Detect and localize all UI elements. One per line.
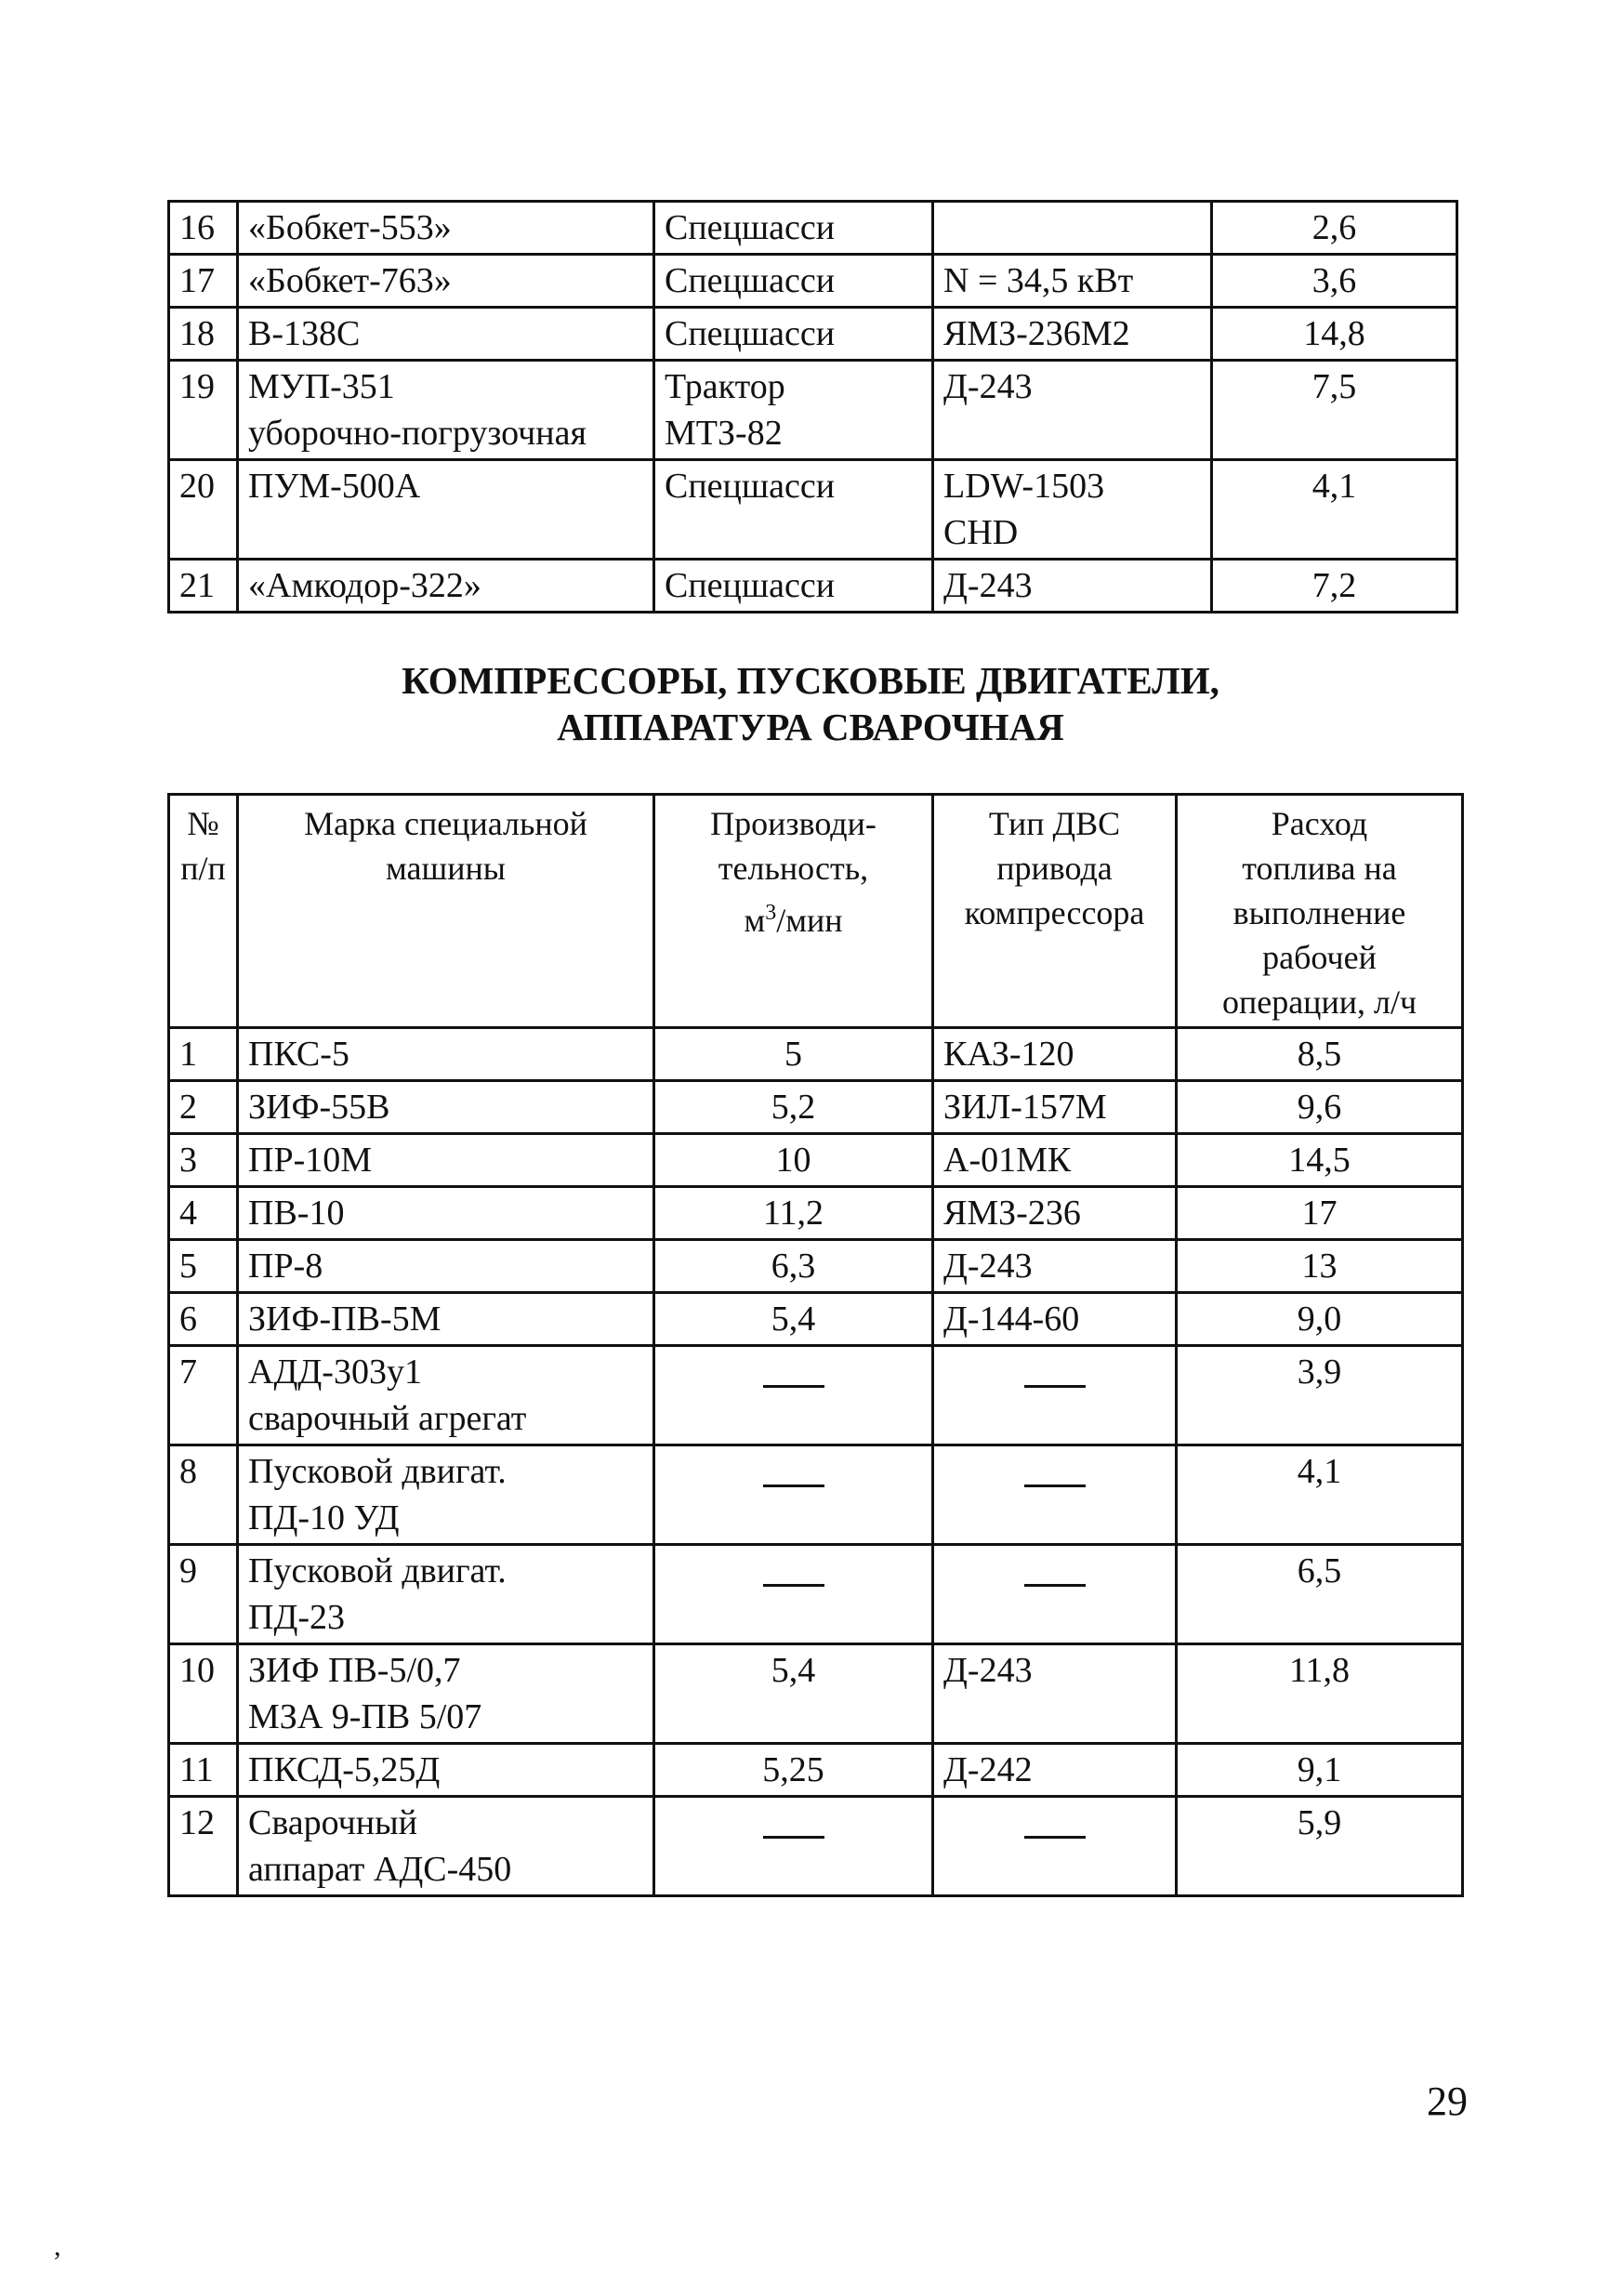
engine-dash (933, 1346, 1177, 1445)
machine-name-line2: аппарат АДС-450 (248, 1850, 512, 1889)
header-engine-line2: привода (996, 850, 1113, 887)
engine-dash (933, 1545, 1177, 1644)
page-number: 29 (1427, 2078, 1468, 2124)
table-row (169, 460, 1457, 560)
machine-name (238, 1644, 654, 1744)
row-number: 2 (169, 1081, 238, 1134)
stray-mark: , (54, 2231, 61, 2262)
fuel-consumption: 17 (1177, 1187, 1463, 1240)
table-row (169, 1293, 1463, 1346)
capacity: 10 (654, 1134, 933, 1187)
machine-name: ПКСД-5,25Д (238, 1744, 654, 1797)
fuel-consumption: 9,0 (1177, 1293, 1463, 1346)
fuel-consumption: 14,5 (1177, 1134, 1463, 1187)
machine-name: ЗИФ-55В (238, 1081, 654, 1134)
machine-name-line1: ЗИФ ПВ-5/0,7 (248, 1651, 461, 1690)
machine-name-line2: ПД-23 (248, 1598, 346, 1637)
header-engine-line1: Тип ДВС (988, 805, 1121, 842)
engine-type: Д-243 (933, 560, 1212, 613)
capacity-dash (654, 1545, 933, 1644)
dash-mark (763, 1385, 824, 1388)
machine-name (238, 361, 654, 460)
dash-mark (1024, 1836, 1086, 1839)
machine-name: ПУМ-500А (238, 460, 654, 560)
machine-name: ПР-8 (238, 1240, 654, 1293)
fuel-consumption: 3,9 (1177, 1346, 1463, 1445)
machine-name-line2: МЗА 9-ПВ 5/07 (248, 1697, 482, 1736)
header-engine (933, 795, 1177, 1028)
row-number: 16 (169, 202, 238, 255)
fuel-consumption: 5,9 (1177, 1797, 1463, 1896)
row-number: 1 (169, 1028, 238, 1081)
fuel-consumption: 9,6 (1177, 1081, 1463, 1134)
machine-name: «Бобкет-763» (238, 255, 654, 308)
table-row (169, 1240, 1463, 1293)
engine-line1: LDW-1503 (943, 467, 1105, 506)
table-row (169, 1797, 1463, 1896)
table-row (169, 560, 1457, 613)
machine-name (238, 1797, 654, 1896)
engine-type: N = 34,5 кВт (933, 255, 1212, 308)
table-row (169, 1028, 1463, 1081)
capacity-dash (654, 1346, 933, 1445)
table-row (169, 1545, 1463, 1644)
base-chassis (654, 361, 933, 460)
row-number: 3 (169, 1134, 238, 1187)
header-engine-line3: компрессора (964, 894, 1145, 931)
engine-type: Д-243 (933, 361, 1212, 460)
row-number: 17 (169, 255, 238, 308)
header-brand-line1: Марка специальной (304, 805, 587, 842)
fuel-consumption: 14,8 (1212, 308, 1457, 361)
table-row (169, 1134, 1463, 1187)
dash-mark (763, 1484, 824, 1487)
engine-type: Д-243 (933, 1240, 1177, 1293)
capacity: 5,4 (654, 1293, 933, 1346)
table-row (169, 255, 1457, 308)
section-title-line1: КОМПРЕССОРЫ, ПУСКОВЫЕ ДВИГАТЕЛИ, (402, 659, 1219, 702)
header-fuel-line4: рабочей (1262, 939, 1377, 976)
engine-type: ЗИЛ-157М (933, 1081, 1177, 1134)
table-row (169, 1187, 1463, 1240)
table-row (169, 202, 1457, 255)
machine-name-line1: Пусковой двигат. (248, 1452, 507, 1491)
fuel-consumption: 9,1 (1177, 1744, 1463, 1797)
engine-type: ЯМЗ-236М2 (933, 308, 1212, 361)
machine-name (238, 1445, 654, 1545)
engine-type (933, 202, 1212, 255)
engine-type (933, 460, 1212, 560)
machine-name-line2: уборочно-погрузочная (248, 414, 586, 453)
header-fuel-line5: операции, л/ч (1221, 983, 1417, 1021)
machine-name: «Бобкет-553» (238, 202, 654, 255)
machine-name-line2: ПД-10 УД (248, 1498, 400, 1537)
table-row (169, 361, 1457, 460)
header-capacity-unit: $м^3$/мин (744, 901, 843, 939)
row-number: 5 (169, 1240, 238, 1293)
row-number: 9 (169, 1545, 238, 1644)
engine-dash (933, 1797, 1177, 1896)
capacity: 5 (654, 1028, 933, 1081)
header-fuel (1177, 795, 1463, 1028)
base-chassis: Спецшасси (654, 560, 933, 613)
machine-name: ПР-10М (238, 1134, 654, 1187)
engine-dash (933, 1445, 1177, 1545)
fuel-consumption: 7,2 (1212, 560, 1457, 613)
machine-name: ПВ-10 (238, 1187, 654, 1240)
dash-mark (1024, 1484, 1086, 1487)
row-number: 21 (169, 560, 238, 613)
engine-type: КАЗ-120 (933, 1028, 1177, 1081)
machine-name: B-138C (238, 308, 654, 361)
machine-name (238, 1545, 654, 1644)
fuel-consumption: 4,1 (1177, 1445, 1463, 1545)
engine-type: Д-243 (933, 1644, 1177, 1744)
table-row (169, 1346, 1463, 1445)
table-row (169, 1644, 1463, 1744)
table-row (169, 1744, 1463, 1797)
machine-name: «Амкодор-322» (238, 560, 654, 613)
base-line2: МТЗ-82 (665, 414, 783, 453)
header-num-line1: № (187, 805, 219, 842)
capacity-dash (654, 1445, 933, 1545)
dash-mark (1024, 1385, 1086, 1388)
header-fuel-line3: выполнение (1232, 894, 1406, 931)
dash-mark (763, 1584, 824, 1587)
fuel-consumption: 8,5 (1177, 1028, 1463, 1081)
machine-name-line2: сварочный агрегат (248, 1399, 527, 1438)
header-brand (238, 795, 654, 1028)
header-num-line2: п/п (180, 850, 226, 887)
row-number: 19 (169, 361, 238, 460)
header-capacity (654, 795, 933, 1028)
machine-name: ПКС-5 (238, 1028, 654, 1081)
machine-name-line1: МУП-351 (248, 367, 395, 406)
fuel-consumption: 11,8 (1177, 1644, 1463, 1744)
base-chassis: Спецшасси (654, 460, 933, 560)
table-row (169, 1445, 1463, 1545)
fuel-consumption: 6,5 (1177, 1545, 1463, 1644)
engine-type: Д-144-60 (933, 1293, 1177, 1346)
row-number: 4 (169, 1187, 238, 1240)
table-header-row (169, 795, 1463, 1028)
fuel-consumption: 2,6 (1212, 202, 1457, 255)
fuel-consumption: 7,5 (1212, 361, 1457, 460)
header-capacity-line2: тельность, (718, 850, 869, 887)
machine-name-line1: АДД-303у1 (248, 1353, 422, 1392)
table-row (169, 308, 1457, 361)
capacity: 5,4 (654, 1644, 933, 1744)
row-number: 11 (169, 1744, 238, 1797)
row-number: 6 (169, 1293, 238, 1346)
engine-type: ЯМЗ-236 (933, 1187, 1177, 1240)
engine-type: Д-242 (933, 1744, 1177, 1797)
header-fuel-line1: Расход (1271, 805, 1368, 842)
fuel-consumption: 4,1 (1212, 460, 1457, 560)
machine-name-line1: Пусковой двигат. (248, 1551, 507, 1590)
row-number: 12 (169, 1797, 238, 1896)
machine-name-line1: Сварочный (248, 1803, 417, 1842)
capacity: 5,25 (654, 1744, 933, 1797)
capacity: 6,3 (654, 1240, 933, 1293)
capacity-dash (654, 1797, 933, 1896)
row-number: 7 (169, 1346, 238, 1445)
machine-name: ЗИФ-ПВ-5М (238, 1293, 654, 1346)
table-row (169, 1081, 1463, 1134)
base-chassis: Спецшасси (654, 308, 933, 361)
dash-mark (1024, 1584, 1086, 1587)
header-brand-line2: машины (386, 850, 506, 887)
dash-mark (763, 1836, 824, 1839)
row-number: 20 (169, 460, 238, 560)
engine-line2: CHD (943, 513, 1019, 552)
header-num (169, 795, 238, 1028)
compressors-table (167, 793, 1464, 1897)
base-chassis: Спецшасси (654, 255, 933, 308)
capacity: 11,2 (654, 1187, 933, 1240)
header-capacity-line1: Производи- (710, 805, 876, 842)
header-fuel-line2: топлива на (1242, 850, 1397, 887)
base-line1: Трактор (665, 367, 785, 406)
capacity: 5,2 (654, 1081, 933, 1134)
row-number: 18 (169, 308, 238, 361)
engine-type: А-01МК (933, 1134, 1177, 1187)
row-number: 8 (169, 1445, 238, 1545)
row-number: 10 (169, 1644, 238, 1744)
base-chassis: Спецшасси (654, 202, 933, 255)
top-machinery-table (167, 200, 1458, 614)
fuel-consumption: 13 (1177, 1240, 1463, 1293)
machine-name (238, 1346, 654, 1445)
fuel-consumption: 3,6 (1212, 255, 1457, 308)
section-title-line2: АППАРАТУРА СВАРОЧНАЯ (557, 706, 1064, 748)
